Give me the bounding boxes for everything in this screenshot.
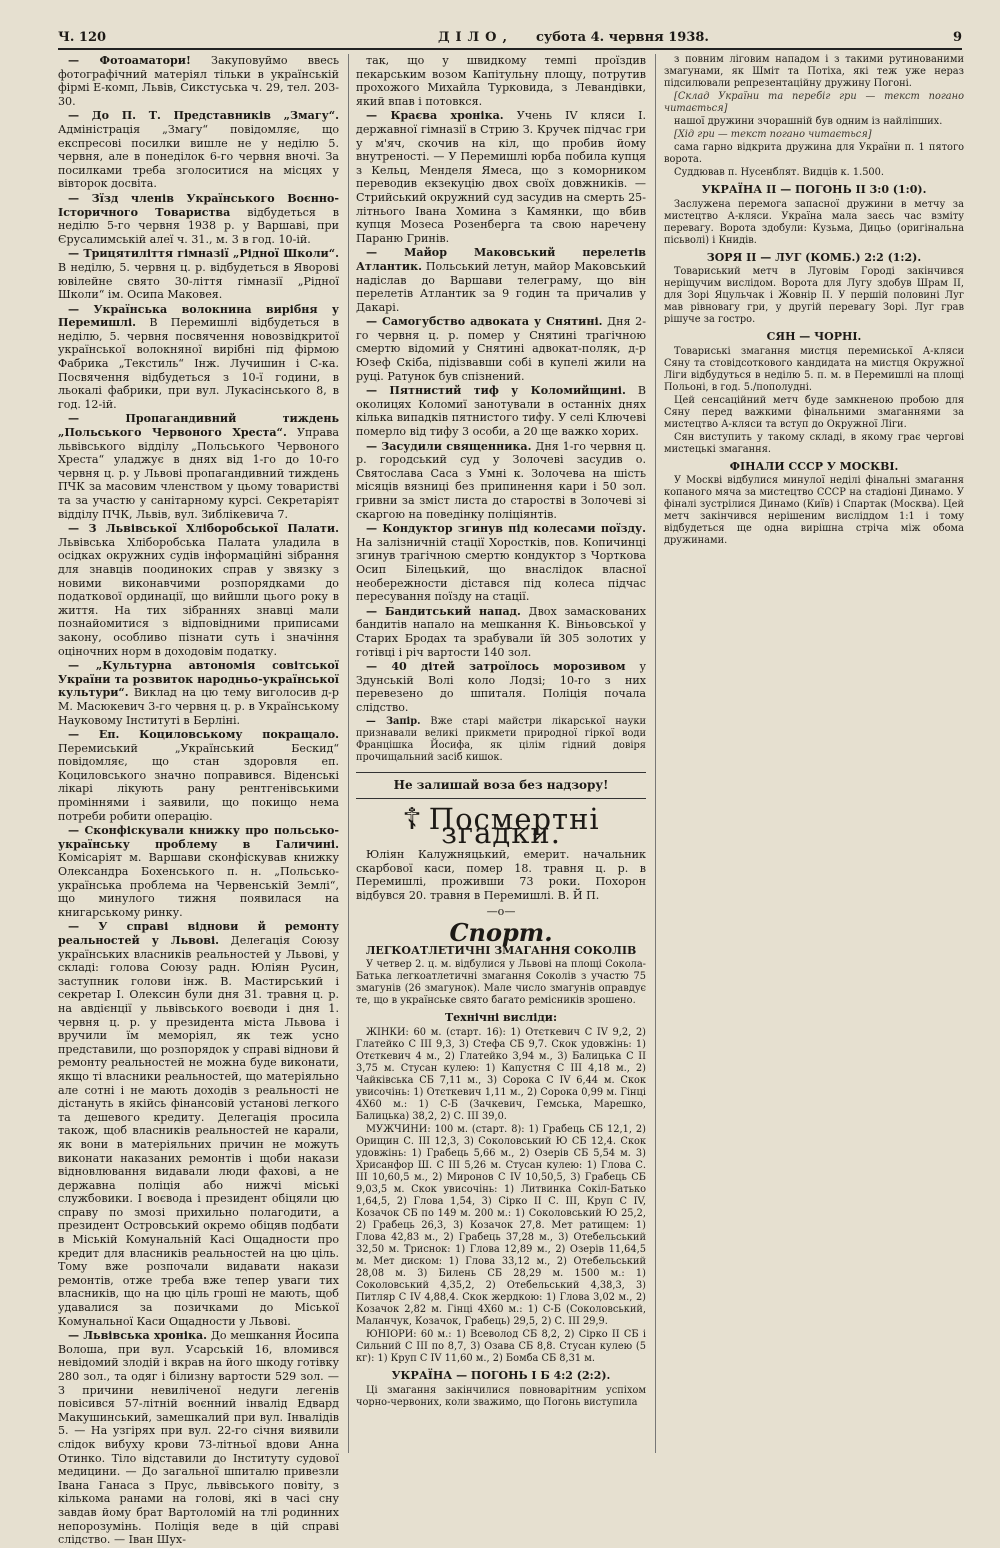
- advert-zapir: — Запір. Вже старі майстри лікарської науки признавали великі прикмети природної гіркої води Францішка Йосифа, як цілім гідний довіря прочищальний засіб кишок.: [356, 715, 646, 763]
- news-item: — Зїзд членів Українського Воєнно-Історичного Товариства відбудеться в неділю 5-го червня 1938 р. у Варшаві, при Єрусалимській алеї ч. 31., м. 3 в год. 10-ій.: [58, 191, 340, 246]
- game-text: Товариські змагання мистця перемиської А-кляси Сяну та стовідсоткового кандидата на мистця Окружної Ліги відбудуться в неділю 5. п. м. в Перемишлі на площі Польоні, в год. 5./пополудні.: [664, 345, 964, 393]
- news-item: — 40 дітей затроїлось морозивом у Здунській Волі коло Лодзі; 10-го з них перевезено до шпиталя. Поліція почала слідство.: [356, 660, 647, 714]
- column-3: [664, 54, 964, 548]
- obituary-text: Юліян Калужняцький, емерит. начальник скарбової каси, помер 18. травня ц. р. в Перемишлі, проживши 73 роки. Похорон відбувся 20. травня в Перемишлі. В. Й П.: [356, 848, 646, 903]
- news-item: — Сконфіскували книжку про польсько-українську проблему в Галичині. Комісаріят м. Варшави сконфіскував книжку Олександра Бохенського п. н. „Польсько-українська проблема на Червенській Землі“, що минулого тижня появилася на книгарському ринку.: [58, 824, 339, 919]
- notice-banner: Не залишай воза без надзору!: [356, 772, 646, 800]
- results-juniors: ЮНІОРИ: 60 м.: 1) Всеволод СБ 8,2, 2) Сірко II СБ і Сильний С III по 8,7, 3) Озава СБ 8,8. Стусан кулею (5 кг): 1) Круп С IV 11,60 м., 2) Бомба СБ 8,31 м.: [356, 1329, 646, 1365]
- news-item: — Краєва хроніка. Учень IV кляси І. державної гімназії в Стрию З. Кручек підчас гри у м'яч, скочив на кіл, що пробив йому внутреності. — У Перемишлі юрба побила купця з Кельц, Менделя Ямеса, що з коморником переводив екзекуцію двох своїх довжників. — Стрийський окружний суд засудив на смерть 25-літнього Івана Хомина з Камянки, що вбив купця Мозеса Розенберга та свою наречену Параню Гринів.: [356, 109, 646, 245]
- obituary-heading: ☦ Посмертні згадки.: [402, 802, 600, 850]
- game-title: ФІНАЛИ СССР У МОСКВІ.: [729, 459, 899, 473]
- news-item: — У справі віднови й ремонту реальностей у Львові. Делегація Союзу українських власників реальностей у Львові, у складі: голова Союзу радн. Юліян Русин, заступник голови інж. В. Мастирський і секретар І. Олексин були дня 31. травня ц. р. на авдієнції у львівського воєводи і дня 1. червня ц. р. у президента міста Львова і вручили їм меморіял, як теж усно представили, що розпорядок у справі віднови й ремонту реальностей не можна буде виконати, якщо ті власники реальностей, що матеріяльно але сотні і не мають доходів з реальності не дістануть в якійсь фінансовій установі легкого та дешевого кредиту. Делегація просила також, щоб власників реальностей не карали, як вони в матеріяльних причин не можуть виконати наказаних ремонтів і щоби накази відновлювання видавали люди фахові, а не державна поліція або нижчі міські службовики. І воєвода і президент обіцяли цю справу по змозі прихильно полагодити, а президент Островський окремо обіцяв подбати в Міській Комунальній Касі Ощадности про кредит для власників реальностей на цю ціль. Тому вже розпочали видавати накази ремонтів, отже треба вже тепер уваги тих власників, що на цю ціль гроші не мають, щоб удавалися за позичками до Міської Комунальної Каси Ощадности у Львові.: [58, 920, 339, 1328]
- news-item: — Кондуктор згинув під колесами поїзду. На залізничній стації Хоростків, пов. Копичинці згинув трагічною смертю кондуктор з Чорткова Осип Білецький, що внаслідок власної необережности дістався під колеса підчас пересування поїзду на стації.: [356, 522, 646, 604]
- news-item: — Фотоаматори! Закуповуймо ввесь фотографічний матеріял тільки в українській фірмі Е-комп, Львів, Сикстуська ч. 29, тел. 203-30.: [58, 54, 340, 108]
- match-text: Ці змагання закінчилися повноварітним успіхом чорно-червоних, коли зважимо, що Погонь виступила: [356, 1384, 646, 1408]
- news-item: — Трицятиліття гімназії „Рідної Школи“. В неділю, 5. червня ц. р. відбудеться в Яворові ювілейне свято 30-ліття гімназії „Рідної Школи“ ім. Осипа Маковея.: [58, 247, 339, 302]
- match-report-summary: [Склад України та перебіг гри — текст погано читається]: [664, 91, 964, 114]
- match-report-summary: [Хід гри — текст погано читається]: [674, 129, 872, 140]
- news-item: — Пятнистий тиф у Коломийщині. В околицях Коломиї занотували в останніх днях кілька випадків пятнистого тифу. У селі Ключеві померло від тифу 3 особи, а 20 ще важко хорих.: [356, 384, 646, 439]
- results-women: ЖІНКИ: 60 м. (старт. 16): 1) Отєткевич С IV 9,2, 2) Глатейко С III 9,3, 3) Стефа СБ 9,7. Скок удовжінь: 1) Отєткевич 4 м., 2) Глатейко 3,94 м., 3) Балицька С II 3,75 м. Стусан кулею: 1) Капустня С III 4,18 м., 2) Чайківська СБ 7,11 м., 3) Сорока С IV 6,44 м. Скок увисочінь: 1) Отєткевич 1,11 м., 2) Сорока 0,99 м. Гінці 4X60 м.: 1) С-Б (Зачкевич, Гемська, Марешко, Балицька) 38,2, 2) С. III 39,0.: [356, 1027, 646, 1123]
- game-text: Цей сенсаційний метч буде замкненою пробою для Сяну перед важкими фінальними змаганнями за мистецтво А-кляси та вступ до Окружної Ліги.: [664, 394, 964, 430]
- news-item: — Еп. Коциловському покращало. Перемиський „Український Бескид“ повідомляє, що стан здоровля еп. Коциловського значно поправився. Віденські лікарі лікують рану рентгенівськими проміннями і заявили, що покищо нема потреби робити операцію.: [58, 728, 339, 823]
- news-item: — Засудили священника. Дня 1-го червня ц. р. городський суд у Золочеві засудив о. Святослава Саса з Умні к. Золочева на шість місяців вязниці без припинення кари і 50 зол. гривни за зміст листа до старостві в Золочеві зі скаргою на поведінку поліціянтів.: [356, 439, 646, 521]
- match-report: сама гарно відкрита дружина для України п. 1 пятого ворота.: [664, 142, 964, 165]
- masthead: ДІЛО,: [438, 30, 513, 45]
- game-text: Сян виступить у такому складі, в якому грає чергові мистецькі змагання.: [664, 431, 964, 455]
- column-divider: [348, 54, 349, 1453]
- column-divider: [655, 54, 656, 1453]
- sport-heading: Спорт.: [449, 918, 553, 948]
- news-item: — З Львівської Хліборобської Палати. Львівська Хліборобська Палата уладила в осідках окружних судів інформаційні зібрання для знавців поодиноких справ у звязку з новими виконавчими розпорядками до податкової ординації, що вийшли цього року в життя. На тих зібраннях знавці мали познайомитися з відповідними приписами закону, особливо пізнати суть і значіння оціночних норм в доходовім податку.: [58, 522, 339, 658]
- news-item: — Самогубство адвоката у Снятині. Дня 2-го червня ц. р. помер у Снятині трагічною смертю відомий у Снятині адвокат-поляк, д-р Юзеф Скіба, підізвавши собі в купелі жили на руці. Ратунок був спізнений.: [356, 315, 646, 383]
- game-title: УКРАЇНА II — ПОГОНЬ II 3:0 (1:0).: [701, 183, 927, 196]
- issue-date: субота 4. червня 1938.: [536, 30, 709, 45]
- game-title: ЗОРЯ II — ЛУГ (КОМБ.) 2:2 (1:2).: [706, 250, 922, 264]
- page-header: [58, 26, 962, 50]
- game-text: Товариський метч в Луговім Городі закінчився неріщучим вислідом. Ворота для Лугу здобув Шрам II, для Зорі Яцульчак і Жовнір II. У першій половині Луг мав рівновагу гри, у другій перевагу Зорі. Луг грав рішуче за гостро.: [664, 266, 964, 326]
- page-number: 9: [952, 30, 962, 45]
- match-report: з повним ліговим нападом і з такими рутинованими змагунами, як Шміт та Потіха, які теж уже нераз підсилювали репрезентаційну дружину Погоні.: [664, 54, 964, 89]
- divider-ornament: —o—: [486, 904, 516, 918]
- results-men: МУЖЧИНИ: 100 м. (старт. 8): 1) Грабець СБ 12,1, 2) Орищин С. III 12,3, 3) Соколовський Ю СБ 12,4. Скок удовжінь: 1) Грабець 5,66 м., 2) Озерів СБ 5,54 м. 3) Хрисанфор Ш. С III 5,26 м. Стусан кулею: 1) Глова С. III 10,60,5 м., 2) Миронов С IV 10,50,5, 3) Грабець СБ 9,03,5 м. Скок увисочінь: 1) Литвинка Сокіл-Батько 1,64,5, 2) Глова 1,54, 3) Сірко ІІ С. III, Круп С IV, Козачок СБ по 149 м. 200 м.: 1) Соколовський Ю 25,2, 2) Грабець 26,3, 3) Козачок 27,8. Мет ратищем: 1) Глова 42,83 м., 2) Грабець 37,28 м., 3) Отебельський 32,50 м. Триснок: 1) Глова 12,89 м., 2) Озерів 11,64,5 м. Мет диском: 1) Глова 33,12 м., 2) Отебельський 28,08 м. 3) Билень СБ 28,29 м. 1500 м.: 1) Соколовський 4,35,2, 2) Отебельський 4,38,3, 3) Питляр С IV 4,88,4. Скок жердкою: 1) Глова 3,02 м., 2) Козачок 2,82 м. Гінці 4X60 м.: 1) С-Б (Соколовський, Маланчук, Козачок, Грабець) 29,5, 2) С. III 29,9.: [356, 1124, 646, 1328]
- match-report: нашої дружини зчорашній був одним із найліпших.: [674, 116, 943, 127]
- news-item: так, що у швидкому темпі проїздив пекарським возом Капітульну площу, потрутив прохожого Михайла Турковида, з Левандівки, який впав і потовкся.: [356, 54, 646, 108]
- news-item: — До П. Т. Представників „Змагу“. Адміністрація „Змагу“ повідомляє, що експресові посилки вишле не у неділю 5. червня, але в понеділок 6-го червня вночі. За посилками треба зголоситися на місцях у вівторок досвіта.: [58, 109, 339, 191]
- cross-icon: ☦: [402, 802, 423, 838]
- match-title: УКРАЇНА — ПОГОНЬ І Б 4:2 (2:2).: [391, 1369, 611, 1383]
- sport-subheading: ЛЕГКОАТЛЕТИЧНІ ЗМАГАННЯ СОКОЛІВ: [365, 943, 637, 957]
- column-1: [58, 54, 339, 1548]
- results-heading: Технічні висліди:: [444, 1011, 558, 1025]
- news-item: — Майор Маковський перелетів Атлантик. Польський летун, майор Маковський надіслав до Варшави телеграму, що він перелетів Атлантик за 9 годин та причалив у Дакарі.: [356, 246, 647, 314]
- news-item: — Бандитський напад. Двох замаскованих бандитів напало на мешкання К. Віньовської у Старих Бродах та зрабували їй 305 золотих у готівці і річ вартости 140 зол.: [356, 604, 647, 659]
- issue-number: Ч. 120: [58, 30, 107, 45]
- news-item: — „Культурна автономія совітської України та розвиток народньо-української культури“. Виклад на цю тему виголосив д-р М. Масюкевич 3-го червня ц. р. в Українському Науковому Інституті в Берліні.: [58, 659, 339, 727]
- news-item: — Львівська хроніка. До мешкання Йосипа Волоша, при вул. Усарській 16, вломився невідомий злодій і вкрав на його шкоду готівку 280 зол., та одяг і білизну вартости 529 зол. — З причини невиліченої недуги легенів повісився 57-літній воєнний інвалід Едвард Макушинський, замешкалий при вул. Інвалідів 5. — На узгірях при вул. 22-го січня виявили слідок вибуху крови 73-літньої вдови Анна Отинко. Тіло відставили до Інституту судової медицини. — До загальної шпиталю привезли Івана Ганаса з Прус, львівського повіту, з кількома ранами на голові, які в часі сну завдав йому брат Вартоломій на тлі родинних непорозумінь. Поліція веде в цій справі слідство. — Іван Шух-: [58, 1329, 340, 1547]
- game-title: СЯН — ЧОРНІ.: [766, 330, 862, 344]
- game-text: У Москві відбулися минулої неділі фінальні змагання копаного мяча за мистецтво СССР на стадіоні Динамо. У фіналі зустрілися Динамо (Київ) і Спартак (Москва). Цей метч закінчився нерішеним висліддом 1:1 і тому відбудеться ще одна вирішна стріча між обома дружинами.: [664, 475, 964, 547]
- referee-line: Суддював п. Нусенблят. Видців к. 1.500.: [674, 167, 885, 178]
- news-item: — Українська волокнина вирібня у Перемишлі. В Перемишлі відбудеться в неділю, 5. червня посвячення новозвідкритої української волокняної вирібні під фірмою Фабрика „Текстиль“ Інж. Лучишин і С-ка. Посвячення відбудеться з 10-ї години, в льокалі фабрики, при вул. Лукасінського 8, в год. 12-ій.: [58, 302, 339, 411]
- news-item: — Пропагандивний тиждень „Польського Червоного Хреста“. Управа львівського відділу „Польського Червоного Хреста“ уладжує в днях від 1-го до 10-го червня ц. р. у Львові пропагандивний тиждень ПЧК за масовим членством у цьому товаристві та за участю у санітарному курсі. Секретаріят відділу ПЧК, Львів, вул. Зиблікевича 7.: [58, 412, 340, 521]
- sport-intro: У четвер 2. ц. м. відбулися у Львові на площі Сокола-Батька легкоатлетичні змагання Соколів з участю 75 змагунів (26 змагунок). Мале число змагунів оправдує те, що в українське свято багато ремісників зрошено.: [356, 959, 646, 1007]
- game-text: Заслужена перемога запасної дружини в метчу за мистецтво А-кляси. Україна мала заєсь час взміту перевагу. Ворота здобули: Кузьма, Дицьо (оригінальна пісьволі) і Книдів.: [664, 198, 964, 246]
- column-2: [356, 54, 646, 1410]
